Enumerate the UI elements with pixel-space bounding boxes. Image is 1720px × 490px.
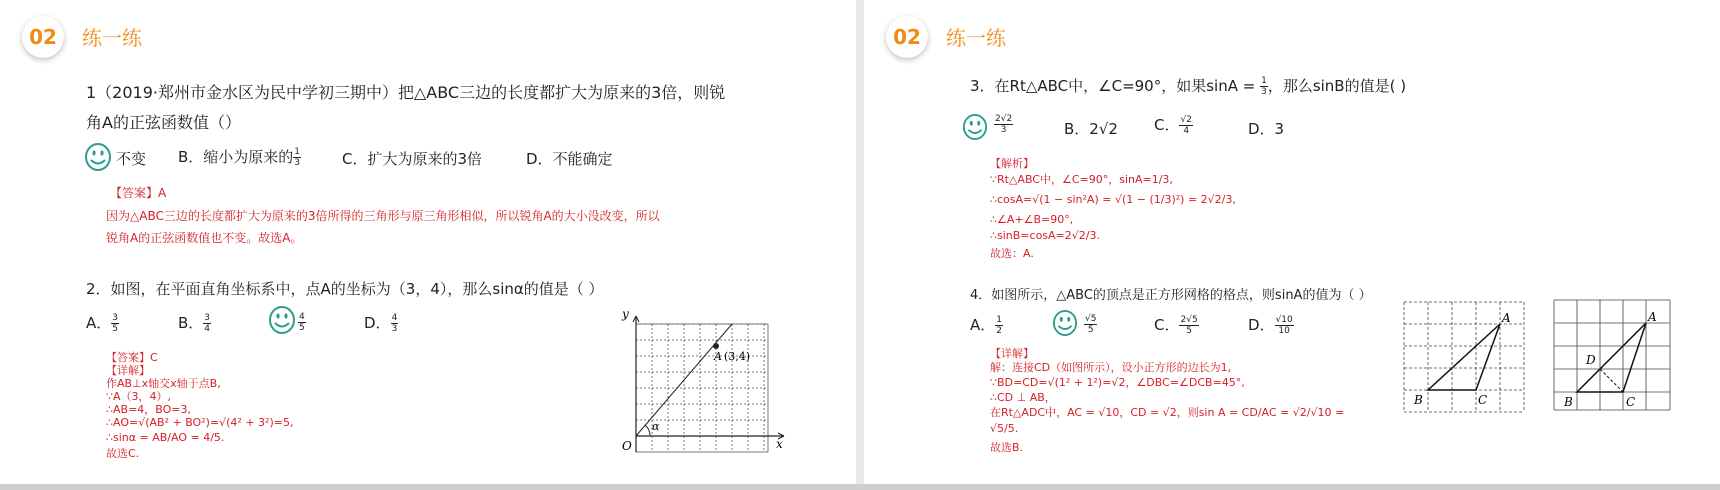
- q1-option-a: 不变: [116, 150, 147, 168]
- q4-option-b: $\frac{√5}{5}$: [1085, 314, 1097, 335]
- q1-option-d: D．不能确定: [526, 150, 613, 168]
- q4-solution-3: ∴CD ⊥ AB，: [990, 391, 1056, 404]
- correct-smile-icon: [84, 142, 112, 172]
- q1-stem-line2: 角A的正弦函数值（）: [86, 113, 241, 132]
- svg-text:A: A: [1648, 310, 1657, 324]
- q2-solution-4: ∴AB=4，BO=3,: [106, 403, 192, 416]
- q4-option-c: C． $\frac{2√5}{5}$: [1154, 315, 1198, 336]
- q4-solution-4: 在Rt△ADC中，AC = √10，CD = √2，则sin A = CD/AC = √2/√10 =: [990, 406, 1345, 419]
- section-badge: 02: [22, 16, 64, 58]
- q1-option-c: C．扩大为原来的3倍: [342, 150, 483, 168]
- svg-text:(3,4): (3,4): [724, 350, 751, 363]
- q2-solution-5: ∴AO=√(AB² + BO²)=√(4² + 3²)=5,: [106, 416, 294, 429]
- svg-text:O: O: [622, 439, 632, 453]
- q4-solution-5: √5/5.: [990, 422, 1019, 435]
- q2-stem: 2．如图，在平面直角坐标系中，点A的坐标为（3，4），那么sinα的值是（ ）: [86, 280, 604, 298]
- svg-text:α: α: [652, 420, 660, 433]
- correct-smile-icon: [962, 112, 988, 142]
- bottom-bar: [0, 484, 1720, 490]
- q2-coordinate-figure: [600, 306, 790, 456]
- q2-solution-0: 【答案】C: [106, 351, 158, 364]
- q2-option-c: $\frac{4}{5}$: [299, 312, 305, 333]
- q4-grid-figure-1: [1400, 298, 1528, 420]
- q3-stem: 3．在Rt△ABC中，∠C=90°，如果sinA = $\frac{1}{3}$ ，那么sinB的值是( ): [970, 76, 1407, 97]
- q4-solution-6: 故选B.: [990, 441, 1024, 454]
- svg-text:D: D: [1586, 353, 1596, 367]
- q2-solution-3: ∵A（3，4）,: [106, 390, 172, 403]
- q1-stem-line1: 1（2019·郑州市金水区为民中学初三期中）把△ABC三边的长度都扩大为原来的3倍，则锐: [86, 83, 726, 102]
- svg-text:A: A: [714, 350, 722, 363]
- q3-solution-1: ∵Rt△ABC中，∠C=90°，sinA=1/3,: [990, 173, 1173, 186]
- correct-smile-icon: [1052, 308, 1078, 338]
- q3-solution-3: ∴∠A+∠B=90°,: [990, 213, 1074, 226]
- section-title: 练一练: [82, 26, 142, 50]
- q2-solution-1: 【详解】: [106, 364, 150, 377]
- q3-option-c: C． $\frac{√2}{4}$: [1154, 115, 1192, 136]
- q2-option-d: D． $\frac{4}{3}$: [364, 313, 398, 334]
- svg-text:B: B: [1564, 395, 1573, 409]
- q4-option-d: D． $\frac{√10}{10}$: [1248, 315, 1293, 336]
- slide-left: [0, 0, 856, 484]
- q4-solution-1: 解：连接CD（如图所示），设小正方形的边长为1,: [990, 361, 1232, 374]
- q3-solution-0: 【解析】: [990, 157, 1034, 170]
- slide-right: [864, 0, 1720, 484]
- svg-text:C: C: [1478, 393, 1488, 407]
- section-title: 练一练: [946, 26, 1006, 50]
- q1-option-b: B．缩小为原来的 $\frac{1}{3}$: [178, 147, 301, 168]
- q1-explanation-2: 锐角A的正弦函数值也不变。故选A。: [106, 231, 303, 245]
- q3-solution-4: ∴sinB=cosA=2√2/3.: [990, 229, 1100, 242]
- svg-text:y: y: [622, 307, 629, 321]
- svg-text:B: B: [1414, 393, 1423, 407]
- svg-text:x: x: [776, 437, 783, 451]
- svg-text:A: A: [1502, 311, 1511, 325]
- q3-solution-5: 故选：A.: [990, 247, 1034, 260]
- q1-explanation-1: 因为△ABC三边的长度都扩大为原来的3倍所得的三角形与原三角形相似，所以锐角A的大小没改变，所以: [106, 209, 660, 223]
- q4-grid-figure-2: [1550, 296, 1676, 418]
- section-badge: 02: [886, 16, 928, 58]
- q2-solution-7: 故选C.: [106, 447, 140, 460]
- q2-solution-6: ∴sinα = AB/AO = 4/5.: [106, 431, 225, 444]
- correct-smile-icon: [268, 305, 296, 335]
- q2-solution-2: 作AB⊥x轴交x轴于点B,: [106, 377, 221, 390]
- q3-option-a: $\frac{2√2}{3}$: [995, 114, 1013, 135]
- q4-stem: 4．如图所示，△ABC的顶点是正方形网格的格点，则sinA的值为（ ）: [970, 288, 1372, 303]
- q3-solution-2: ∴cosA=√(1 − sin²A) = √(1 − (1/3)²) = 2√2/3,: [990, 193, 1236, 206]
- q1-answer: 【答案】A: [110, 186, 167, 200]
- q4-solution-0: 【详解】: [990, 347, 1034, 360]
- q4-solution-2: ∵BD=CD=√(1² + 1²)=√2，∠DBC=∠DCB=45°,: [990, 376, 1245, 389]
- point-a: [713, 343, 719, 349]
- q3-option-b: B．2√2: [1064, 120, 1118, 138]
- q2-option-a: A． $\frac{3}{5}$: [86, 313, 118, 334]
- q2-option-b: B． $\frac{3}{4}$: [178, 313, 211, 334]
- q3-option-d: D．3: [1248, 120, 1285, 138]
- svg-text:C: C: [1626, 395, 1636, 409]
- q4-option-a: A． $\frac{1}{2}$: [970, 315, 1002, 336]
